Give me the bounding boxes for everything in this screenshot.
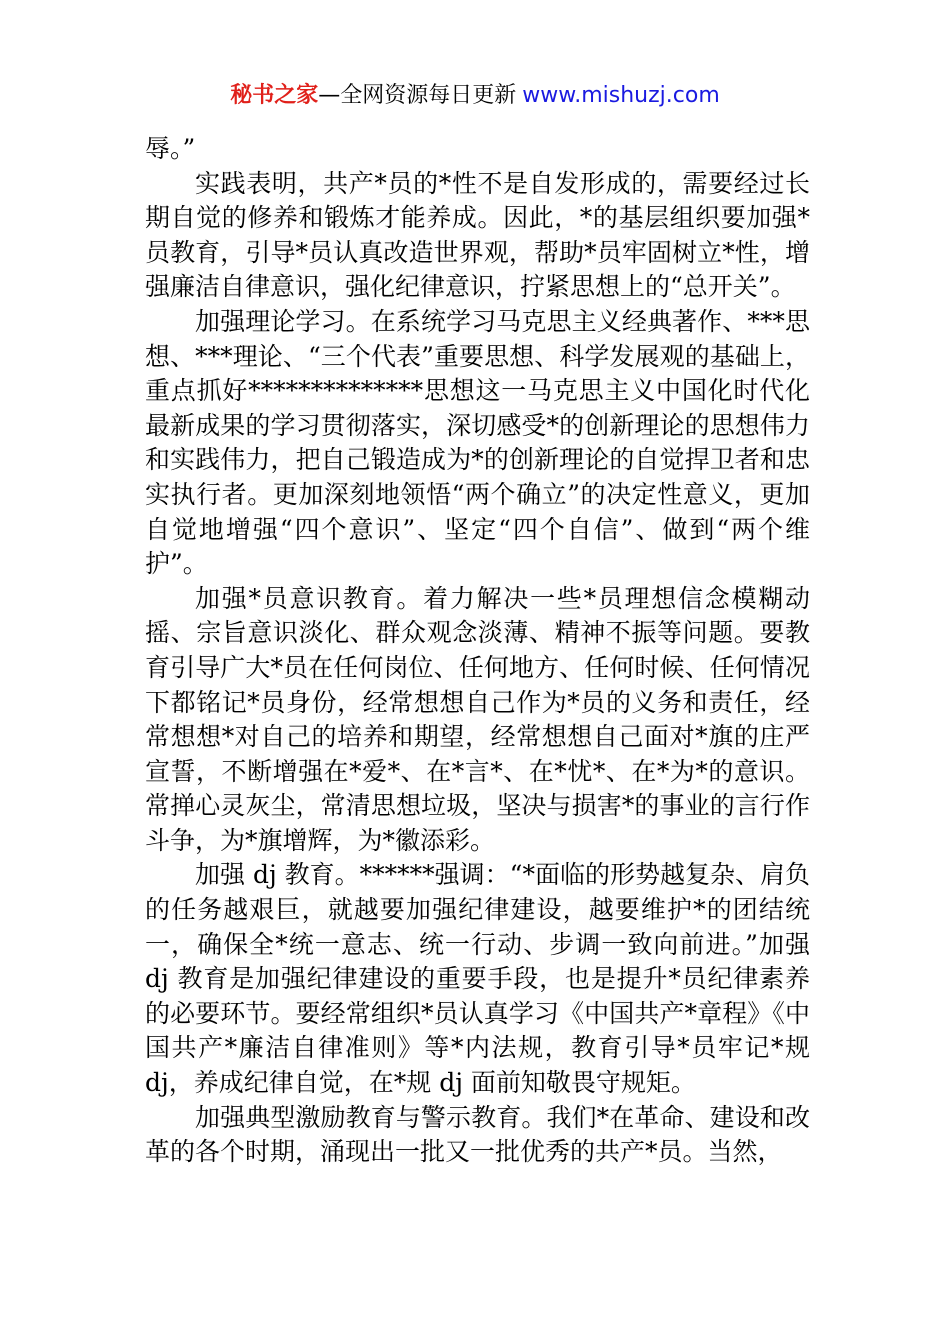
paragraph-continuation: 辱。” <box>145 134 196 163</box>
site-tagline: —全网资源每日更新 <box>318 83 517 108</box>
paragraph-theory-study: 加强理论学习。在系统学习马克思主义经典著作、***思想、***理论、“三个代表”重要思想、科学发展观的基础上，重点抓好**************思想这一马克思主义中国化时代化最新成果的学习贯彻落实，深切感受*的创新理论的思想伟力和实践伟力，把自己锻造成为*的创新理论的自觉捍卫者和忠实执行者。更加深刻地领悟“两个确立”的决定性意义，更加自觉地增强“四个意识”、坚定“四个自信”、做到“两个维护”。 <box>145 306 810 579</box>
paragraph-discipline-education: 加强 dj 教育。******强调：“*面临的形势越复杂、肩负的任务越艰巨，就越要加强纪律建设，越要维护*的团结统一，确保全*统一意志、统一行动、步调一致向前进。”加强 dj 教育是加强纪律建设的重要手段，也是提升*员纪律素养的必要环节。要经常组织*员认真学习《中国共产*章程》《中国共产*廉洁自律准则》等*内法规，教育引导*员牢记*规 dj，养成纪律自觉，在*规 dj 面前知敬畏守规矩。 <box>145 860 810 1098</box>
site-header <box>0 80 950 112</box>
site-url-link[interactable]: www.mishuzj.com <box>522 83 720 108</box>
site-brand: 秘书之家 <box>230 83 319 108</box>
document-body <box>145 132 810 1170</box>
paragraph-practice: 实践表明，共产*员的*性不是自发形成的，需要经过长期自觉的修养和锻炼才能养成。因此，*的基层组织要加强*员教育，引导*员认真改造世界观，帮助*员牢固树立*性，增强廉洁自律意识，强化纪律意识，拧紧思想上的“总开关”。 <box>145 168 810 302</box>
paragraph-exemplary-warning: 加强典型激励教育与警示教育。我们*在革命、建设和改革的各个时期，涌现出一批又一批优秀的共产*员。当然， <box>145 1102 810 1167</box>
paragraph-member-awareness: 加强*员意识教育。着力解决一些*员理想信念模糊动摇、宗旨意识淡化、群众观念淡薄、精神不振等问题。要教育引导广大*员在任何岗位、任何地方、任何时候、任何情况下都铭记*员身份，经常想想自己作为*员的义务和责任，经常想想*对自己的培养和期望，经常想想自己面对*旗的庄严宣誓，不断增强在*爱*、在*言*、在*忧*、在*为*的意识。常掸心灵灰尘，常清思想垃圾，坚决与损害*的事业的言行作斗争，为*旗增辉，为*徽添彩。 <box>145 583 810 855</box>
